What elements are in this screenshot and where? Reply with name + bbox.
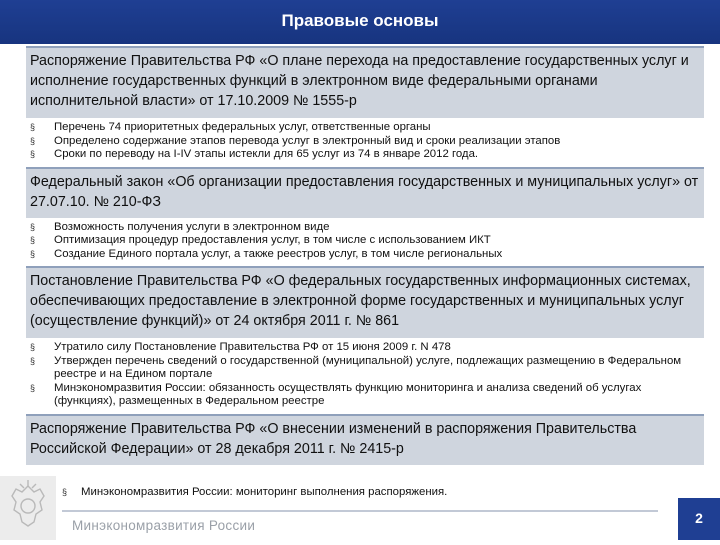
list-item (26, 382, 704, 409)
list-item-text: Утратило силу Постановление Правительства РФ от 15 июня 2009 г. N 478 (54, 341, 451, 353)
bullet-icon: § (30, 235, 36, 245)
law-box-4: Распоряжение Правительства РФ «О внесении изменений в распоряжения Правительства Российской Федерации» от 28 декабря 2011 г. № 2415-р (26, 414, 704, 465)
footer-divider (62, 510, 658, 512)
eagle-emblem-icon (0, 476, 56, 540)
list-item-text: Сроки по переводу на I-IV этапы истекли для 65 услуг из 74 в январе 2012 года. (54, 148, 479, 160)
list-item-text: Минэкономразвития России: обязанность осуществлять функцию мониторинга и анализа сведений об услугах (функциях), размещенных в Федеральном реестре (54, 381, 642, 407)
bullet-list-3 (26, 338, 704, 412)
bullet-icon: § (62, 487, 68, 497)
list-item-text: Определено содержание этапов перевода услуг в электронный вид и сроки реализации этапов (54, 134, 561, 147)
bullet-list-1 (26, 118, 704, 165)
bullet-list-2 (26, 218, 704, 265)
bullet-icon: § (30, 122, 36, 132)
list-item (26, 248, 704, 262)
bullet-icon: § (30, 248, 36, 259)
bullet-icon: § (30, 135, 36, 146)
emblem-logo (0, 476, 56, 540)
list-item (26, 341, 704, 355)
bullet-icon: § (30, 382, 36, 393)
slide-title: Правовые основы (281, 11, 439, 30)
title-bar (0, 0, 720, 44)
list-item-text: Минэкономразвития России: мониторинг выполнения распоряжения. (81, 486, 448, 498)
bullet-icon: § (30, 355, 36, 366)
list-item-text: Возможность получения услуги в электронном виде (54, 220, 330, 233)
law-box-1: Распоряжение Правительства РФ «О плане перехода на предоставление государственных услуг и исполнение государственных функций в электронном виде федеральными органами исполнительной власти» от 17.10.2009 № 1555-р (26, 46, 704, 118)
list-item-text: Создание Единого портала услуг, а также реестров услуг, в том числе региональных (54, 247, 503, 260)
list-item-text: Оптимизация процедур предоставления услуг, в том числе с использованием ИКТ (54, 234, 491, 246)
page-number: 2 (695, 510, 703, 526)
bullet-icon: § (30, 342, 36, 352)
ministry-brand: Минэкономразвития России (72, 518, 256, 533)
list-item-text: Утвержден перечень сведений о государственной (муниципальной) услуге, подлежащих размещению в Федеральном реестре и на Едином портале (54, 354, 682, 380)
bullet-icon: § (30, 221, 36, 232)
list-item (26, 121, 704, 135)
slide-content (26, 46, 704, 465)
list-item (26, 135, 704, 149)
list-item (26, 148, 704, 162)
list-item (62, 486, 447, 498)
bullet-icon: § (30, 149, 36, 159)
list-item (26, 234, 704, 248)
law-box-2: Федеральный закон «Об организации предоставления государственных и муниципальных услуг» от 27.07.10. № 210-ФЗ (26, 167, 704, 218)
list-item (26, 221, 704, 235)
list-item-text: Перечень 74 приоритетных федеральных услуг, ответственные органы (54, 121, 431, 133)
list-item (26, 355, 704, 382)
law-box-3: Постановление Правительства РФ «О федеральных государственных информационных системах, обеспечивающих предоставление в электронной форме государственных и муниципальных услуг (осуществление функций)» от 24 октября 2011 г. № 861 (26, 266, 704, 338)
page-number-badge (678, 498, 720, 540)
